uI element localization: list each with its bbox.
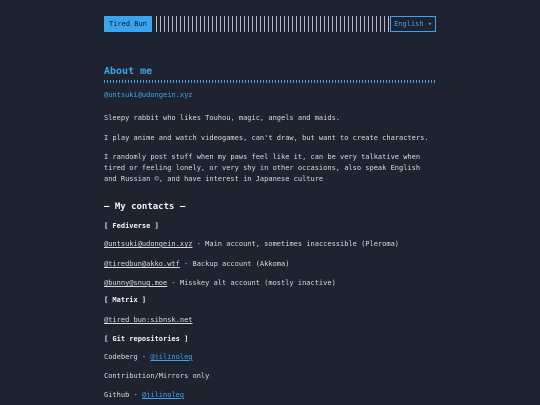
git-title: [ Git repositories ] — [104, 335, 189, 343]
github-label: Github - — [104, 391, 142, 399]
contacts-title: — My contacts — — [104, 202, 186, 212]
matrix-link[interactable]: @tired_bun:sibnsk.net — [104, 316, 193, 324]
fedi-item-main — [104, 240, 436, 249]
matrix-title: [ Matrix ] — [104, 296, 147, 304]
github-link[interactable]: @jilinoleg — [141, 391, 185, 399]
about-title: About me — [104, 66, 153, 77]
fedi-link-misskey[interactable]: @bunny@snug.moe — [104, 279, 168, 287]
language-select[interactable]: English ▾ — [390, 16, 436, 32]
fedi-desc-misskey: - Misskey alt account (mostly inactive) — [167, 279, 336, 287]
fediverse-title: [ Fediverse ] — [104, 222, 159, 230]
about-paragraph-3: I randomly post stuff when my paws feel like it, can be very talkative when tired or feeling lonely, or very shy in other occasions, also speak English and Russian ©, and have interest in Japanese culture — [104, 153, 421, 183]
fedi-link-main[interactable]: @untsuki@udongein.xyz — [104, 240, 193, 248]
top-bar — [104, 16, 436, 32]
codeberg-label: Codeberg - — [104, 353, 151, 361]
site-brand-button[interactable]: Tired Bun — [104, 16, 152, 32]
fedi-item-misskey — [104, 279, 436, 288]
codeberg-item — [104, 353, 436, 362]
about-paragraph-2: I play anime and watch videogames, can't draw, but want to create characters. — [104, 134, 429, 142]
github-item — [104, 391, 436, 400]
matrix-item — [104, 316, 436, 325]
about-handle: @untsuki@udongein.xyz — [104, 91, 193, 99]
fedi-link-backup[interactable]: @tiredbun@akko.wtf — [104, 260, 180, 268]
codeberg-link[interactable]: @jilinoleg — [150, 353, 193, 361]
contrib-note: Contribution/Mirrors only — [104, 372, 210, 380]
about-paragraph-1: Sleepy rabbit who likes Touhou, magic, angels and maids. — [104, 114, 341, 122]
dotted-divider — [104, 80, 436, 83]
fedi-desc-backup: - Backup account (Akkoma) — [179, 260, 290, 268]
fedi-item-backup — [104, 260, 436, 269]
decorative-bars — [156, 16, 390, 32]
fedi-desc-main: - Main account, sometimes inaccessible (Pleroma) — [192, 240, 400, 248]
